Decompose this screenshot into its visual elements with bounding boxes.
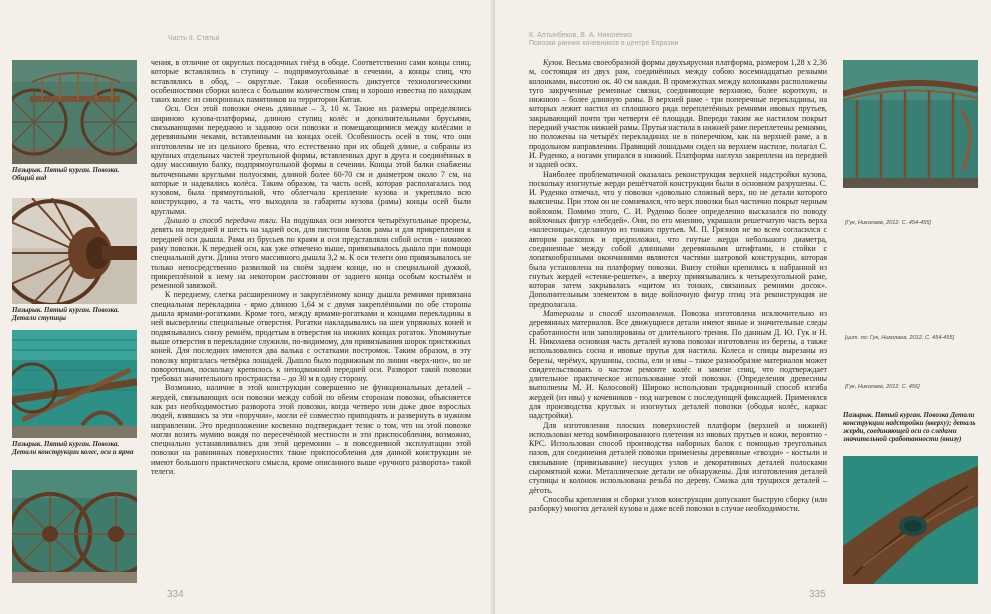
running-head-left: Часть II. Статьи [168, 35, 220, 42]
citation-3: [Гук, Николаев, 2012. С. 456] [845, 384, 920, 390]
photo-pole-wear-detail [843, 456, 978, 584]
caption-wheel-axle-yoke: Пазырык. Пятый курган. Повозка. Детали конструкции колес, оси и ярма [12, 440, 134, 456]
citation-2: [цит. по: Гук, Николаев, 2012. С. 454-455] [845, 335, 955, 341]
paragraph-lead: Материалы и способ изготовления. [543, 309, 676, 319]
paragraph: К переднему, слегка расширенному и закруглённому концу дышла ремнями привязана специальная перекладина - ярмо длиною 1,64 м с двумя закреплёнными по обе стороны дышла ярмами-рогатками. Кроме того, между ярмами-рогатками и концами перекладины в ней высверлены специальные отверстия. Рогатки накладывались на шеи упряжных коней и подвязывались снизу ремнём, продетым в отверстия на нижних концах рогаток. Упомянутые выше отверстия в перекладине служили, по-видимому, для привязывания шорок пристяжных коней. Для последних имеются два валька с остатками постромок. Таким образом, в эту повозку впрягалась четвёрка лошадей. Дышло было подвижным по линии «верх-низ», но не поворотным, поскольку крепилось к неподвижной передней оси. Разворот такой повозки требовал значительного пространства – до 30 м в одну сторону. [151, 290, 471, 384]
photo-wagon-general-view [12, 60, 137, 164]
caption-superstructure: Пазырык. Пятый курган. Повозка Детали конструкции надстройки (вверху); деталь жерди, соединяющей оси со следами значительной сработанности (внизу) [843, 411, 976, 443]
paragraph-lead: Кузов. [543, 58, 564, 67]
paragraph [151, 216, 471, 290]
caption-hub-detail: Пазырык. Пятый курган. Повозка. Детали ступицы [12, 306, 120, 322]
photo-superstructure-detail [843, 60, 978, 188]
paragraph-body: Повозка изготовлена исключительно из деревянных материалов. Все движущиеся детали имеют явные и значительные следы сработанности или заполированы от длительного трения. По данным Д. Ю. Гук и Н. Н. Николаева основная часть деталей кузова повозки изготовлена из березы, а также использовались сосна и ивовые прутья для настила. Колеса и спицы вырезаны из березы, черёмух, крушины, сосны, ели и ивы – такое разнообразие материалов может свидетельствовать о частом ремонте колёс и замене спиц, что подтверждает длительное практическое использование этой повозки. (Определения древесины выполнены М. И. Колосовой) Широко использован традиционный способ изгиба жердей (из ивы) у кочевников - под нагревом с последующей фиксацией. Применялся для производства круглых и изогнутых деталей повозки (ободья колёс, каркас надстройки). [529, 309, 827, 421]
paragraph: Для изготовления плоских поверхностей платформ (верхней и нижней) использован метод комбинированного плетения из ивовых прутьев и кожи, вероятно - КРС. Использован способ производства наборных балок с помощью треугольных пазов, для соединения деталей повозки применены деревянные «гвозди» - костыли и связывание (привязывание) несущих узлов и декоративных деталей полосками сыромятной кожи. Металлические детали не обнаружены. Для изготовления деталей ступицы и колонок использована резьба по дереву. Смазка для трущихся деталей – дёготь. [529, 420, 827, 495]
paragraph-body: На подушках оси имеются четырёхугольные прорезы, девять на передней и шесть на задней оси, для пистонов балок рамы и для прикрепления к передней оси дышла. Рама из брусьев по краям и оси представляли собой остов - нижнюю раму повозки. К передней оси, как уже отмечено выше, привязывалось дышло при помощи специальной дуги. Длина этого массивного дышла 3,2 м. К оси телеги оно привязывалось не только непосредственно развилкой на своём заднем конце, но и специальной дужкой, прикреплённой к нему на некотором расстоянии от заднего конца особым костылём и ременной завязкой. [151, 216, 472, 291]
paragraph: Наиболее проблематичной оказалась реконструкция верхней надстройки кузова, поскольку изогнутые жерди решётчатой конструкции были в основном разрушены. С. И. Руденко отмечал, что у повозки «довольно сложный верх, но не детали которого выяснены. При этом он не сомневался, что верх повозки был частично покрыт черным войлоком. Помимо этого, С. И. Руденко более определенно высказался по поводу войлочных фигур «лебедей». Они, по его мнению, украшали решетчатую часть верха «колесницы», сделанную из тонких прутьев. М. П. Грязнов не во всем согласился с автором раскопок и предположил, что гнутые жерди небольшого диаметра, соединенные между собой длинными деревянными штифтами, и стойки с лопаткообразными окончаниями являются частями шатровой конструкции, которая была установлена на платформу повозки. Внизу стойки крепились к набранной из гнутых жердей «стенке-решетке», а вверху привязывались к четырехугольной раме, которая затем закрывалась «щитом из тонких, связанных ремнями досок». Дополнительным элементом в виде войлочную фигур птиц эта реконструкция не предполагала. [529, 169, 827, 309]
photo-wheel-axle-yoke [12, 330, 137, 438]
left-text-column [151, 58, 471, 476]
paragraph-lead: Дышло и способ передачи тяги. [165, 216, 278, 226]
paragraph: Возможно, наличие в этой конструкции совершенно не функциональных деталей – жердей, связывающих оси повозки между собой по обеим сторонам повозки, объясняется как раз необходимостью разворота этой повозки, когда четверо или даже двое взрослых людей, взявшись за эти «поручни», могли её совместно приподнять и развернуть в нужном направлении. Это предположение косвенно подтверждает тезис о том, что на этой повозке могли возить мумию вождя по пересечённой местности и эти приспособления, возможно, специально устанавливались для этой церемонии – в повседневной эксплуатации этой повозки на равнинных поверхностях такие приспособления для данной конструкции не имеют большого практического смысла, кроме описанного выше «ручного разворота» такой телеги. [151, 383, 471, 477]
paragraph [529, 309, 827, 421]
left-page [0, 0, 495, 614]
citation-1: [Гук, Николаев, 2012. С. 454-455] [845, 220, 931, 226]
page-number-right: 335 [809, 589, 826, 600]
right-page [495, 0, 991, 614]
paragraph: чения, в отличие от округлых посадочных гнёзд в ободе. Соответственно сами концы спиц, которые вставлялись в ступицу – подпрямоугольные в сечении, а концы спиц, что вставлялись в обод, – округлые. Такая особенность диктуется технологическими особенностями сборки колеса с большим количеством спиц и хорошо известна по находкам таких колес из синхронных памятников на территории Китая. [151, 58, 471, 105]
paragraph [529, 58, 827, 170]
paragraph: Способы крепления и сборки узлов конструкции допускают быструю сборку (или разборку) многих деталей кузова и даже всей повозки в случае необходимости. [529, 494, 827, 514]
photo-wheels-bottom [12, 470, 137, 583]
running-head-authors: К. Алтынбеков, В. А. Никоненко [529, 32, 633, 39]
paragraph-body: Оси этой повозки очень длинные – 3, 10 м. Такие их размеры определялись шириною кузова-платформы, длиною ступиц колёс и дополнительными брусьями, связывающими переднюю и заднюю оси повозки и помещающимися между колёсами и деревянными чеками, вставленными на концах осей. Особенность осей в том, что они изготовлены не из цельного бревна, что естественно при их общей длине, а собраны из крупных отдельных частей треугольной формы, вставленных друг в друга и соединённых в одну массивную балку, подпрямоугольной формы в сечении. Концы этой балки снабжены выточенными круглыми полуосями, длиной более 60-70 см и диаметром около 7 см, на которые и надевались колёса. Таким образом, та часть осей, которая располагалась под кузовом, была прямоугольной, что облегчало крепление кузова и укрепляло всю конструкцию, а та часть, что выходила за габариты кузова (рамы) концы осей были круглыми. [151, 104, 471, 216]
page-number-left: 334 [167, 589, 184, 600]
paragraph-lead: Оси. [165, 104, 181, 114]
photo-hub-detail [12, 198, 137, 304]
running-head-title: Повозки ранних кочевников в центре Евразии [529, 40, 679, 47]
caption-general-view: Пазырык. Пятый курган. Повозка. Общий вид [12, 166, 120, 182]
paragraph [151, 104, 471, 216]
paragraph-body: Весьма своеобразной формы двухъярусная платформа, размером 1,28 х 2,36 м, состоящая из двух рам, соединённых между собою восемнадцатью резными колонками, высотою ок. 40 см каждая. В промежутках между колонками расположены туго закрученные ременные связки, соединяющие верхнюю, более короткую, и нижнюю – более длинную рамы. В верхней раме - три поперечные перекладины, на которых лежит настил из сплошного ряда переплетённых ремнями ивовых прутьев, закрывающий почти три четверти её площади. Впереди таким же настилом покрыт передний участок нижней рамы. Прутья настила в нижней раме переплетены ремнями, но положены на четырёх перекладинах не в поперечном, как на верхней раме, а в продольном направлении. Правящий лошадьми сидел на верхнем настиле, полагал С. И. Руденко, а ногами упирался в нижний. Платформа наглухо закреплена на передней и задней осях. [529, 58, 827, 170]
right-text-column [529, 58, 827, 514]
